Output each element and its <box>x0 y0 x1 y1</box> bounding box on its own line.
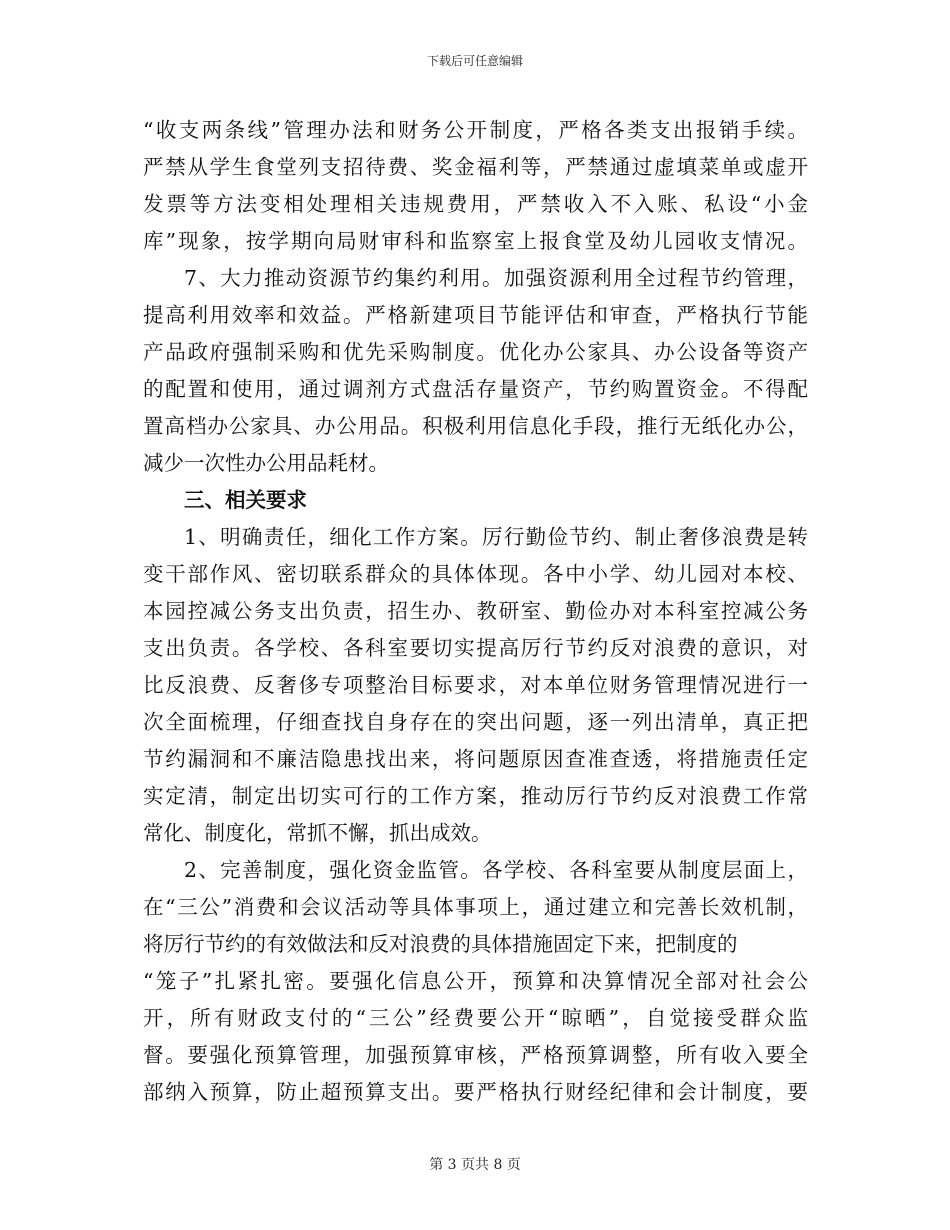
text-line: 库”现象，按学期向局财审科和监察室上报食堂及幼儿园收支情况。 <box>143 229 808 253</box>
section-heading: 三、相关要求 <box>184 488 307 512</box>
text-line: 本园控减公务支出负责，招生办、教研室、勤俭办对本科室控减公务 <box>143 599 808 623</box>
text-line-paragraph-start: 7、大力推动资源节约集约利用。加强资源利用全过程节约管理， <box>184 266 808 290</box>
text-line-paragraph-start: 2、完善制度，强化资金监管。各学校、各科室要从制度层面上， <box>184 858 808 882</box>
text-line-paragraph-end: 常化、制度化，常抓不懈，抓出成效。 <box>143 821 492 845</box>
text-line: 节约漏洞和不廉洁隐患找出来，将问题原因查准查透，将措施责任定 <box>143 747 808 771</box>
text-line: 置高档办公家具、办公用品。积极利用信息化手段，推行无纸化办公， <box>143 414 808 438</box>
document-body <box>143 112 808 1111</box>
text-line: 部纳入预算，防止超预算支出。要严格执行财经纪律和会计制度，要 <box>143 1080 808 1104</box>
text-line: 比反浪费、反奢侈专项整治目标要求，对本单位财务管理情况进行一 <box>143 673 808 697</box>
text-line: 在“三公”消费和会议活动等具体事项上，通过建立和完善长效机制， <box>143 895 808 919</box>
text-line: 严禁从学生食堂列支招待费、奖金福利等，严禁通过虚填菜单或虚开 <box>143 155 808 179</box>
text-line: 开，所有财政支付的“三公”经费要公开“晾晒”，自觉接受群众监 <box>143 1006 808 1030</box>
text-line: 督。要强化预算管理，加强预算审核，严格预算调整，所有收入要全 <box>143 1043 808 1067</box>
text-line: 提高利用效率和效益。严格新建项目节能评估和审查，严格执行节能 <box>143 303 808 327</box>
text-line: “收支两条线”管理办法和财务公开制度，严格各类支出报销手续。 <box>143 118 808 142</box>
text-line-paragraph-end: 减少一次性办公用品耗材。 <box>143 451 389 475</box>
text-line: 实定清，制定出切实可行的工作方案，推动厉行节约反对浪费工作常 <box>143 784 808 808</box>
page-header: 下载后可任意编辑 <box>426 54 523 68</box>
text-line: 发票等方法变相处理相关违规费用，严禁收入不入账、私设“小金 <box>143 192 808 216</box>
page-number-footer: 第 3 页共 8 页 <box>429 1157 521 1173</box>
text-line: 产品政府强制采购和优先采购制度。优化办公家具、办公设备等资产 <box>143 340 808 364</box>
text-line-paragraph-start: 1、明确责任，细化工作方案。厉行勤俭节约、制止奢侈浪费是转 <box>184 525 808 549</box>
text-line: 支出负责。各学校、各科室要切实提高厉行节约反对浪费的意识，对 <box>143 636 808 660</box>
text-line: 次全面梳理，仔细查找自身存在的突出问题，逐一列出清单，真正把 <box>143 710 808 734</box>
text-line: “笼子”扎紧扎密。要强化信息公开，预算和决算情况全部对社会公 <box>143 969 808 993</box>
text-line: 的配置和使用，通过调剂方式盘活存量资产，节约购置资金。不得配 <box>143 377 808 401</box>
text-line: 变干部作风、密切联系群众的具体体现。各中小学、幼儿园对本校、 <box>143 562 808 586</box>
text-line: 将厉行节约的有效做法和反对浪费的具体措施固定下来，把制度的 <box>143 932 738 956</box>
